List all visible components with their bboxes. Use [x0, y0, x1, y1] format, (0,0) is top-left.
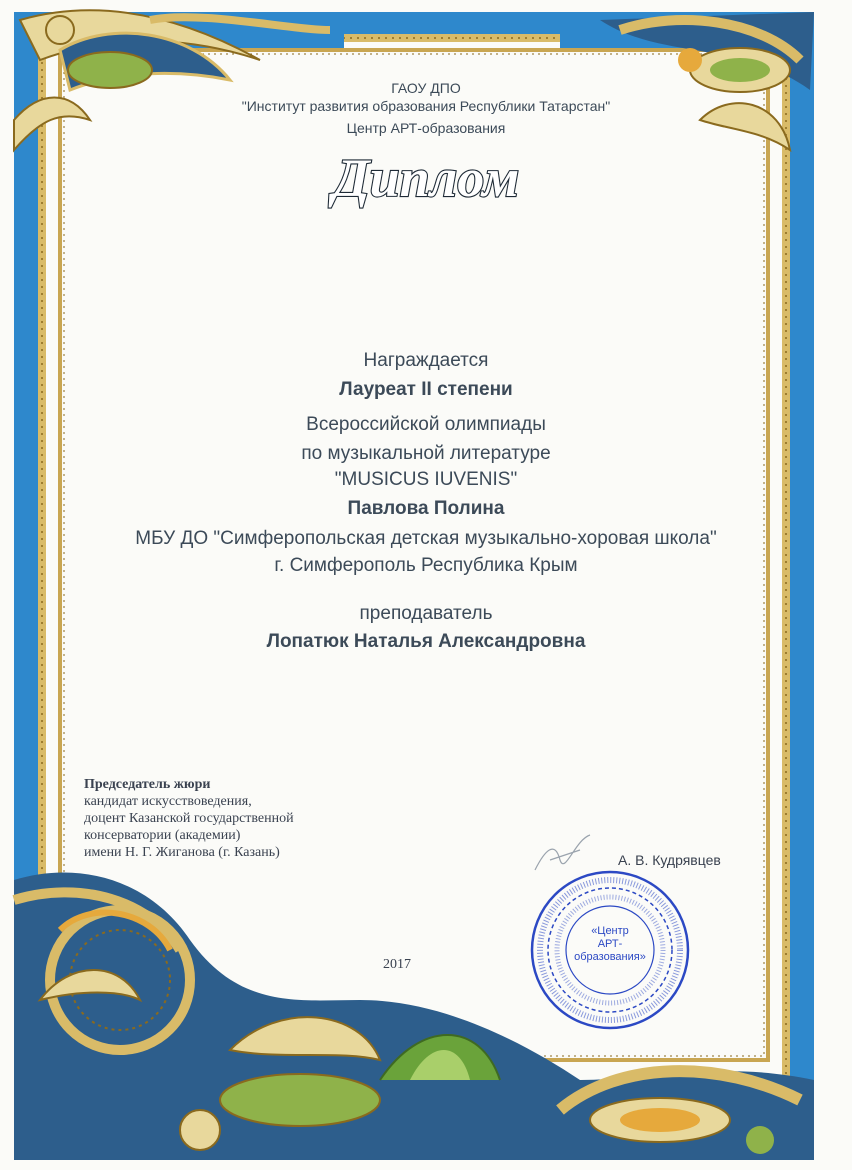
org-full-name: "Институт развития образования Республики Татарстан" [241, 98, 611, 114]
org-center-name: Центр АРТ-образования [346, 120, 506, 136]
awarded-label: Награждается [363, 350, 489, 371]
event-name: "MUSICUS IUVENIS" [334, 469, 518, 490]
diploma-title-text: Диплом [332, 148, 520, 208]
jury-title: Председатель жюри [84, 777, 211, 792]
teacher-name: Лопатюк Наталья Александровна [266, 631, 586, 652]
jury-line-2: доцент Казанской государственной [84, 811, 294, 826]
event-line-2: по музыкальной литературе [301, 443, 551, 464]
stamp-line-2: АРТ-образования» [574, 938, 646, 963]
jury-line-3: консерватории (академии) [84, 828, 241, 843]
stamp-center-text [570, 925, 650, 964]
stamp-line-1: «Центр [591, 925, 629, 937]
teacher-label: преподаватель [359, 603, 493, 624]
jury-block [84, 776, 294, 861]
event-line-1: Всероссийской олимпиады [306, 414, 546, 435]
diploma-title [276, 140, 576, 216]
award-rank: Лауреат II степени [339, 379, 513, 400]
recipient-name: Павлова Полина [347, 498, 505, 519]
signer-name: А. В. Кудрявцев [618, 852, 721, 868]
school-name: МБУ ДО "Симферопольская детская музыкально-хоровая школа" [135, 528, 717, 549]
year: 2017 [383, 957, 411, 972]
org-abbreviation: ГАОУ ДПО [391, 80, 461, 96]
school-location: г. Симферополь Республика Крым [274, 555, 578, 576]
jury-line-4: имени Н. Г. Жиганова (г. Казань) [84, 845, 280, 860]
jury-line-1: кандидат искусствоведения, [84, 794, 252, 809]
